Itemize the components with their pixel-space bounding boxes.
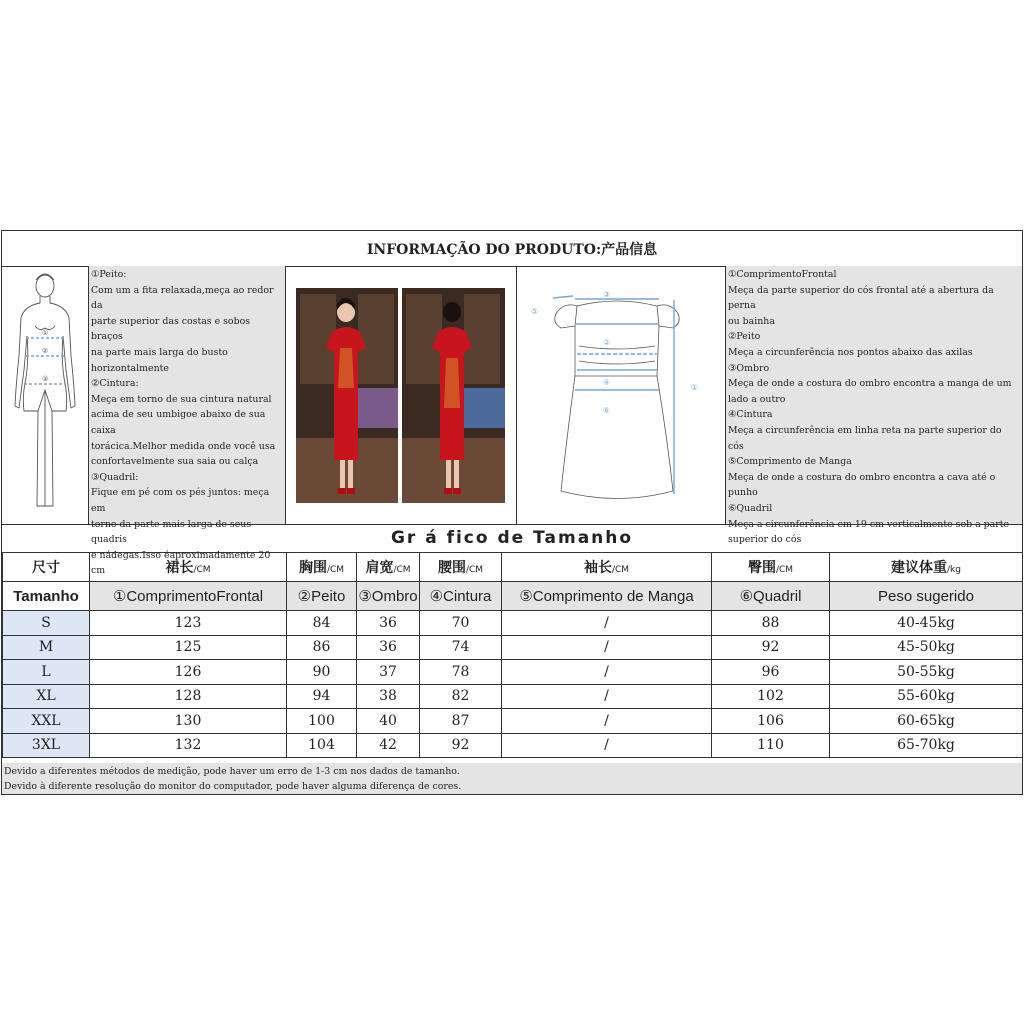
table-cell: 96 — [712, 660, 830, 685]
table-cell: 102 — [712, 684, 830, 709]
dress-mark-4: ④ — [603, 378, 611, 387]
header-cell: 腰围/CM — [420, 553, 502, 582]
header-cell: 尺寸 — [3, 553, 90, 582]
header-cell: 肩宽/CM — [357, 553, 420, 582]
size-cell: S — [3, 611, 90, 636]
note-line: Devido a diferentes métodos de medição, pode haver um erro de 1-3 cm nos dados de tamanho. — [4, 766, 460, 777]
guide-line: ②Peito — [728, 331, 761, 343]
product-photo-front — [296, 288, 398, 503]
table-row — [3, 660, 1023, 685]
table-cell: 40 — [357, 709, 420, 734]
guide-line: Fique em pé com os pés juntos: meça em — [91, 487, 270, 514]
guide-line: Meça de onde a costura do ombro encontra a manga de um — [728, 378, 1012, 390]
guide-line: na parte mais larga do busto — [91, 346, 228, 358]
table-cell: 60-65kg — [830, 709, 1023, 734]
table-cell: 92 — [420, 733, 502, 758]
guide-line: ④Cintura — [728, 409, 773, 421]
product-photos-cell — [286, 266, 517, 524]
table-cell: 90 — [287, 660, 357, 685]
table-row — [3, 635, 1023, 660]
table-cell: / — [502, 733, 712, 758]
guide-line: Meça da parte superior do cós frontal até a abertura da perna — [728, 284, 994, 312]
table-cell: 110 — [712, 733, 830, 758]
header-cell: 袖长/CM — [502, 553, 712, 582]
header-cell: Peso sugerido — [830, 582, 1023, 611]
size-cell: XL — [3, 684, 90, 709]
body-mark-2: ② — [42, 347, 49, 355]
size-cell: L — [3, 660, 90, 685]
dress-mark-6: ⑥ — [603, 406, 611, 415]
table-header-cn — [3, 553, 1023, 582]
table-row — [3, 611, 1023, 636]
table-cell: 132 — [90, 733, 287, 758]
dress-diagram-cell — [517, 266, 726, 524]
guide-line: e nádegas.Isso éaproximadamente 20 cm — [91, 549, 271, 577]
guide-line: ①Peito: — [91, 269, 127, 280]
guide-line: ⑥Quadril — [728, 502, 773, 514]
guide-line: Meça a circunferência em linha reta na parte superior do cós — [728, 424, 1002, 452]
guide-line: Meça a circunferência nos pontos abaixo das axilas — [728, 346, 973, 358]
size-cell: 3XL — [3, 733, 90, 758]
body-mark-3: ③ — [42, 375, 49, 383]
table-cell: 55-60kg — [830, 684, 1023, 709]
size-cell: XXL — [3, 709, 90, 734]
guide-line: ②Cintura: — [91, 378, 139, 390]
guide-line: superior do cós — [728, 534, 802, 546]
guide-line: Meça em torno de sua cintura natural — [91, 393, 272, 405]
table-cell: 130 — [90, 709, 287, 734]
guide-line: torácica.Melhor medida onde você usa — [91, 440, 276, 452]
table-cell: / — [502, 611, 712, 636]
dress-mark-3: ③ — [603, 290, 611, 299]
table-cell: 78 — [420, 660, 502, 685]
table-header-pt — [3, 582, 1023, 611]
table-cell: 87 — [420, 709, 502, 734]
guide-line: torno da parte mais larga de seus quadris — [91, 518, 252, 546]
table-cell: 92 — [712, 635, 830, 660]
table-cell: / — [502, 635, 712, 660]
product-info-title: INFORMAÇÃO DO PRODUTO:产品信息 — [2, 231, 1022, 267]
header-cell: ⑤Comprimento de Manga — [502, 582, 712, 611]
guide-line: ③Quadril: — [91, 471, 139, 483]
guide-line: ou bainha — [728, 315, 775, 327]
table-cell: / — [502, 684, 712, 709]
header-cell: Tamanho — [3, 582, 90, 611]
table-cell: 36 — [357, 635, 420, 660]
size-table — [2, 552, 1023, 758]
guide-line: horizontalmente — [91, 362, 169, 374]
table-cell: / — [502, 660, 712, 685]
table-cell: 50-55kg — [830, 660, 1023, 685]
table-cell: 40-45kg — [830, 611, 1023, 636]
header-cell: ⑥Quadril — [712, 582, 830, 611]
guide-line: lado a outro — [728, 393, 786, 405]
table-cell: 74 — [420, 635, 502, 660]
table-row — [3, 709, 1023, 734]
size-notes — [2, 763, 1022, 794]
table-cell: 123 — [90, 611, 287, 636]
header-cell: 建议体重/kg — [830, 553, 1023, 582]
header-cell: ②Peito — [287, 582, 357, 611]
guide-line: ③Ombro — [728, 362, 770, 374]
size-chart-title: Gr á fico de Tamanho — [2, 524, 1022, 553]
table-cell: 70 — [420, 611, 502, 636]
table-cell: 42 — [357, 733, 420, 758]
header-cell: 裙长/CM — [90, 553, 287, 582]
product-info-sheet — [1, 230, 1023, 795]
guide-line: ⑤Comprimento de Manga — [728, 456, 852, 468]
table-cell: 128 — [90, 684, 287, 709]
header-cell: ④Cintura — [420, 582, 502, 611]
table-cell: 38 — [357, 684, 420, 709]
guide-line: Com um a fita relaxada,meça ao redor da — [91, 284, 274, 312]
table-cell: 82 — [420, 684, 502, 709]
table-cell: 37 — [357, 660, 420, 685]
header-cell: 胸围/CM — [287, 553, 357, 582]
guide-line: ①ComprimentoFrontal — [728, 269, 837, 280]
table-cell: 125 — [90, 635, 287, 660]
body-mark-1: ① — [42, 329, 49, 337]
table-row — [3, 733, 1023, 758]
table-cell: 88 — [712, 611, 830, 636]
product-photo-back — [402, 288, 505, 503]
table-cell: / — [502, 709, 712, 734]
guide-line: Meça de onde a costura do ombro encontra a cava até o punho — [728, 471, 996, 499]
table-cell: 126 — [90, 660, 287, 685]
table-cell: 65-70kg — [830, 733, 1023, 758]
header-cell: ③Ombro — [357, 582, 420, 611]
guide-line: parte superior das costas e sobos braços — [91, 315, 251, 343]
guide-line: confortavelmente sua saia ou calça — [91, 456, 259, 468]
table-cell: 94 — [287, 684, 357, 709]
guide-line: Meça a circunferência em 19 cm verticalmente sob a parte — [728, 518, 1010, 530]
header-cell: ①ComprimentoFrontal — [90, 582, 287, 611]
size-cell: M — [3, 635, 90, 660]
dress-mark-1: ① — [691, 383, 699, 392]
table-row — [3, 684, 1023, 709]
note-line: Devido à diferente resolução do monitor do computador, pode haver alguma diferença de cores. — [4, 781, 462, 792]
table-cell: 86 — [287, 635, 357, 660]
table-cell: 45-50kg — [830, 635, 1023, 660]
table-cell: 104 — [287, 733, 357, 758]
table-cell: 100 — [287, 709, 357, 734]
dress-mark-5: ⑤ — [531, 307, 539, 316]
table-cell: 36 — [357, 611, 420, 636]
table-cell: 106 — [712, 709, 830, 734]
body-figure-cell — [2, 266, 89, 524]
guide-line: acima de seu umbigoe abaixo de sua caixa — [91, 409, 266, 436]
header-cell: 臀围/CM — [712, 553, 830, 582]
garment-measure-guide — [726, 266, 1022, 546]
table-cell: 84 — [287, 611, 357, 636]
dress-diagram — [517, 266, 725, 524]
dress-mark-2: ② — [603, 338, 611, 347]
body-figure-illustration — [2, 266, 88, 524]
